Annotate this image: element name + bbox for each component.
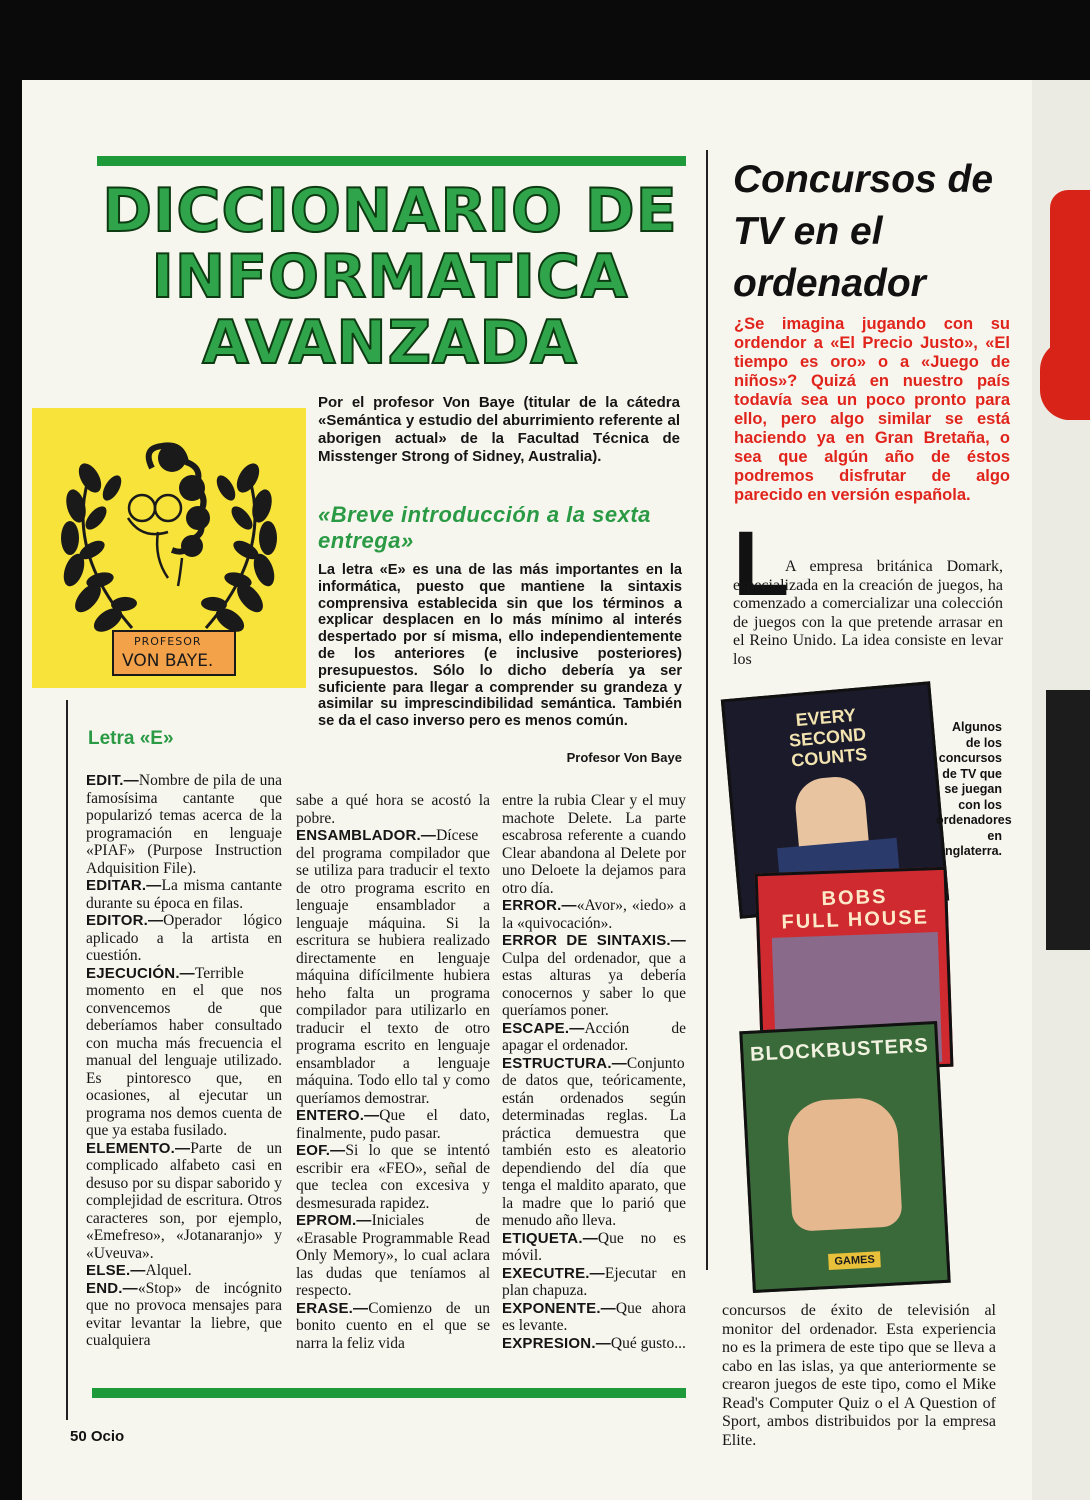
professor-nameplate (112, 630, 236, 676)
dictionary-term: EXPONENTE.— (502, 1299, 616, 1317)
dictionary-term: ELSE.— (86, 1262, 146, 1279)
dictionary-term: ERROR.— (502, 897, 577, 914)
top-green-rule (97, 156, 686, 166)
dictionary-term: EXPRESION.— (502, 1334, 611, 1352)
dictionary-term: ELEMENTO.— (86, 1139, 191, 1157)
article-dropcap: L (733, 513, 790, 615)
dictionary-term: ESCAPE.— (502, 1019, 585, 1037)
dictionary-entry (86, 912, 282, 965)
dictionary-definition: Nombre de pila de una famosísima cantante que popularizó temas acerca de la programación en lenguaje «PIAF» (Purpose Instruction Adquisition File). (86, 772, 282, 877)
dictionary-definition: Parte de un complicado alfabeto casi en desuso por su dispar saborido y complejidad de escritura. Otros caracteres son, por ejemplo, «Emefreso», «Jotanaranjo» y «Uveuva». (86, 1139, 282, 1262)
dictionary-term: EPROM.— (296, 1212, 372, 1229)
dictionary-entry (86, 772, 282, 877)
dictionary-term: EOF.— (296, 1142, 346, 1159)
dictionary-term: ESTRUCTURA.— (502, 1054, 627, 1072)
dictionary-entry (86, 1280, 282, 1350)
cover-2-title-a: BOBS (821, 885, 888, 911)
dictionary-definition: Ejecutar en plan chapuza. (502, 1264, 686, 1299)
dictionary-entry (502, 1265, 686, 1300)
dictionary-entry (86, 1262, 282, 1280)
cover-caption: Algunos de los concursos de TV que se juegan con los ordenadores en Inglaterra. (936, 720, 1012, 858)
dictionary-entry (502, 932, 686, 1020)
dictionary-definition: La misma cantante durante su época en filas. (86, 877, 282, 912)
dictionary-term: ENTERO.— (296, 1107, 380, 1124)
dictionary-column-3 (502, 792, 686, 1352)
intro-text: La letra «E» es una de las más importantes en la informática, puesto que mantiene la sintaxis comprensiva establecida sin que los términos a explicar desplacen en lo más mínimo al interés despertado por sí misma, ello independientemente de los anteriores (e inclusive posteriores) presupuestos. Sólo lo dicho debería ya ser suficiente para llegar a comprender su grandeza y asimilar su imprescindibilidad semántica. También se da el caso inverso pero es menos común. (318, 562, 682, 730)
dictionary-entry (296, 1142, 490, 1212)
dictionary-entry (296, 1107, 490, 1142)
dictionary-definition: Comienzo de un bonito cuento en el que se narra la feliz vida (296, 1299, 490, 1352)
dictionary-entry (86, 965, 282, 1140)
dictionary-definition: Iniciales de «Erasable Programmable Read Only Memory», lo cual aclara las dudas que teníamos al respecto. (296, 1212, 490, 1299)
cover-3-title: BLOCKBUSTERS (749, 1034, 930, 1066)
dictionary-term: ERASE.— (296, 1299, 369, 1317)
dictionary-definition: «Stop» de incógnito que no provoca mensajes para evitar levantar la liebre, que cualquiera (86, 1279, 282, 1349)
article-paragraph-2: concursos de éxito de televisión al monitor del ordenador. Esta experiencia no es la primera de este tipo que se lleva a cabo en las islas, ya que anteriormente se crearon juegos de este tipo, como el Mike Read's Computer Quiz o el A Question of Sport, ambos distribuidos por la empresa Elite. (722, 1302, 996, 1449)
dictionary-term: EDIT.— (86, 772, 139, 789)
title-line-3: AVANZADA (202, 308, 578, 378)
dictionary-entry (296, 827, 490, 1107)
column-divider (706, 150, 708, 1270)
dictionary-entry (502, 792, 686, 897)
dictionary-definition: Acción de apagar el ordenador. (502, 1019, 686, 1054)
article-lead: ¿Se imagina jugando con su ordendor a «El Precio Justo», «El tiempo es oro» o a «Juego de niños»? Quizá en nuestro país todavía sea un poco pronto para ello, pero algo similar se está haciendo ya en Gran Bretaña, o sea que algún año de éstos podremos disfrutar de algo parecido en versión española. (734, 315, 1010, 504)
dictionary-definition: Que no es móvil. (502, 1229, 686, 1264)
dictionary-definition: Qué gusto... (610, 1334, 686, 1352)
dictionary-definition: Operador lógico aplicado a la artista en cuestión. (86, 912, 282, 964)
title-line-2: INFORMATICA (151, 242, 629, 312)
intro-signature: Profesor Von Baye (566, 750, 682, 765)
cover-1-title-b: SECOND (788, 724, 867, 751)
next-page-photo (1046, 690, 1090, 950)
dictionary-definition: Dícese del programa compilador que se utiliza para traducir el texto de otro programa escrito en lenguaje ensamblador a lenguaje máquina. Si la escritura se hubiera realizado directamente en lenguaje máquina difícilmente hubiera heho falta un programa compilador para utilizarlo en traducir el texto de otro programa escrito en lenguaje ensamblador a lenguaje máquina. Todo ello tal y como queríamos demostrar. (296, 827, 490, 1107)
dictionary-term: EXECUTRE.— (502, 1264, 605, 1282)
dictionary-definition: entre la rubia Clear y el muy machote Delete. La parte escabrosa referente a cuando Clear abandona al Delete por uno Deloete la dejamos para otro día. (502, 792, 686, 897)
dictionary-entry (296, 792, 490, 827)
dictionary-definition: Que el dato, finalmente, pudo pasar. (296, 1107, 490, 1142)
left-column-divider (66, 700, 68, 1420)
dictionary-definition: Alquel. (145, 1262, 192, 1279)
cover-2-title-b: FULL HOUSE (781, 906, 930, 934)
dictionary-term: ERROR DE SINTAXIS.— (502, 932, 686, 949)
dictionary-definition: Conjunto de datos que, teóricamente, están ordenados según determinadas reglas. La práctica demuestra que también esto es aleatorio dependiendo del día que tenga el maldito aparato, que la madre que lo parió que menudo año lleva. (502, 1054, 686, 1229)
bottom-green-rule (92, 1388, 686, 1398)
dictionary-definition: Si lo que se intentó escribir era «FEO», señal de que teclea con excesiva y desmesurada rapidez. (296, 1142, 490, 1212)
nameplate-line-1: PROFESOR (134, 635, 202, 648)
dictionary-entry (296, 1300, 490, 1353)
dictionary-term: ENSAMBLADOR.— (296, 827, 437, 844)
article-title: Concursos de TV en el ordenador (733, 158, 994, 305)
cover-blockbusters (739, 1021, 950, 1293)
page-number: 50 Ocio (70, 1428, 125, 1445)
dictionary-entry (86, 877, 282, 912)
dictionary-term: EDITOR.— (86, 912, 164, 929)
letter-heading: Letra «E» (88, 728, 174, 749)
title-line-1: DICCIONARIO DE (102, 176, 678, 246)
dictionary-term: END.— (86, 1279, 138, 1297)
dictionary-entry (502, 1300, 686, 1335)
dictionary-entry (502, 897, 686, 932)
dictionary-definition: Culpa del ordenador, que a estas alturas ya debería conocernos y saber lo que queríamos poner. (502, 949, 686, 1019)
article-paragraph-1: A empresa británica Domark, especializada en la creación de juegos, ha comenzado a comercializar una colección de juegos con la que pretende arrasar en el Reino Unido. La idea consiste en levar los (733, 558, 1003, 668)
dictionary-entry (502, 1335, 686, 1353)
cover-3-presenter (786, 1096, 903, 1232)
cover-1-title-a: EVERY (794, 704, 857, 731)
dictionary-definition: «Avor», «iedo» a la «quivocación». (502, 897, 686, 932)
dictionary-definition: Terrible momento en el que nos convencemos de que deberíamos haber consultado con mucha más frecuencia el manual del lenguaje utilizado. Es pintoresco que, en ocasiones, al ejecutar un programa nos demos cuenta de que ya estaba fusilado. (86, 964, 282, 1139)
cover-3-badge: GAMES (828, 1251, 881, 1270)
dictionary-entry (296, 1212, 490, 1300)
dictionary-term: EDITAR.— (86, 877, 162, 894)
dictionary-entry (502, 1230, 686, 1265)
page-title (90, 178, 690, 376)
dictionary-entry (502, 1055, 686, 1230)
next-page-red-graphic-2 (1040, 340, 1090, 420)
dictionary-entry (86, 1140, 282, 1263)
dictionary-column-2 (296, 792, 490, 1352)
nameplate-line-2: VON BAYE. (122, 651, 214, 671)
dictionary-entry (502, 1020, 686, 1055)
dictionary-column-1 (86, 772, 282, 1350)
dictionary-term: EJECUCIÓN.— (86, 964, 195, 982)
cover-1-title-c: COUNTS (790, 744, 868, 771)
author-note: Por el profesor Von Baye (titular de la cátedra «Semántica y estudio del aburrimiento referente al aborigen actual» de la Facultad Técnica de Misstenger Strong of Sidney, Australia). (318, 394, 680, 465)
dictionary-term: ETIQUETA.— (502, 1229, 598, 1247)
intro-heading: «Breve introducción a la sexta entrega» (318, 502, 651, 553)
dictionary-definition: Que ahora es levante. (502, 1299, 686, 1334)
dictionary-definition: sabe a qué hora se acostó la pobre. (296, 792, 490, 827)
